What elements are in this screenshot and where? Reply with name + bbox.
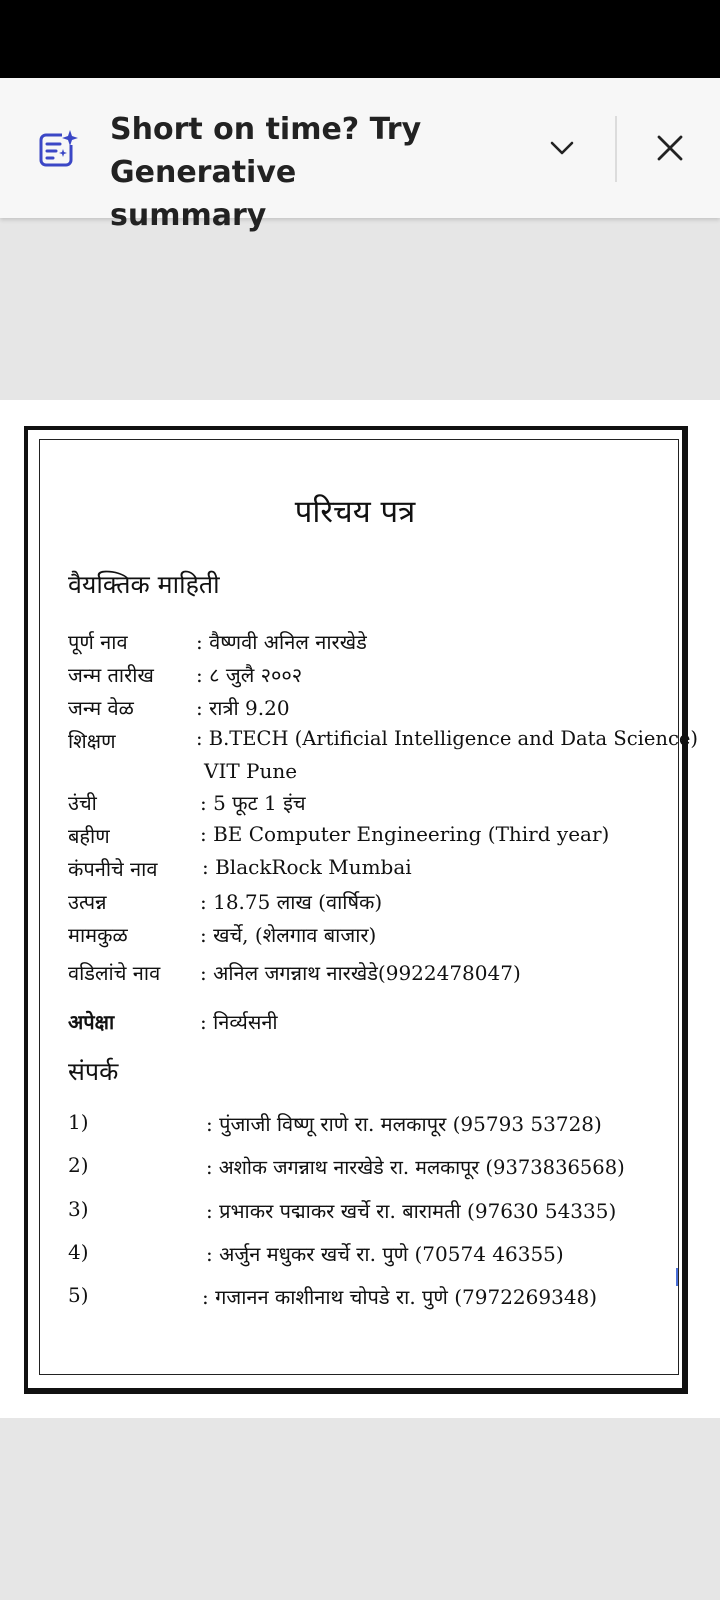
contact-number: 2) <box>68 1153 89 1177</box>
field-label: वडिलांचे नाव <box>68 961 161 985</box>
field-label: बहीण <box>68 824 110 848</box>
banner-line-2: Generative summary <box>110 155 297 233</box>
field-row <box>68 921 668 951</box>
field-row <box>68 694 668 724</box>
contact-number: 1) <box>68 1110 89 1134</box>
contact-value: : अशोक जगन्नाथ नारखेडे रा. मलकापूर (9373836568) <box>206 1156 625 1179</box>
field-value: : वैष्णवी अनिल नारखेडे <box>196 630 367 654</box>
section-personal-info: वैयक्तिक माहिती <box>68 570 220 599</box>
banner-text[interactable] <box>110 108 440 237</box>
status-bar <box>0 0 720 78</box>
field-row <box>68 628 668 658</box>
banner-divider <box>615 116 617 182</box>
generative-summary-banner[interactable] <box>0 78 720 233</box>
field-value: : 5 फूट 1 इंच <box>200 791 306 815</box>
contact-value: : प्रभाकर पद्माकर खर्चे रा. बारामती (97630 54335) <box>206 1199 617 1223</box>
field-label: मामकुळ <box>68 923 128 947</box>
generative-summary-icon[interactable] <box>38 128 80 170</box>
contact-row <box>68 1283 668 1313</box>
field-label: जन्म तारीख <box>68 663 154 687</box>
field-row <box>68 959 668 989</box>
contact-value: : पुंजाजी विष्णू राणे रा. मलकापूर (95793 53728) <box>206 1112 602 1136</box>
section-contact: संपर्क <box>68 1057 119 1086</box>
contact-row <box>68 1110 668 1140</box>
field-label: पूर्ण नाव <box>68 630 128 654</box>
chevron-down-icon[interactable] <box>547 133 577 163</box>
field-row <box>68 1008 668 1038</box>
field-value: : BE Computer Engineering (Third year) <box>200 822 610 846</box>
text-cursor-mark <box>676 1268 678 1286</box>
field-label: अपेक्षा <box>68 1010 115 1034</box>
field-row <box>68 727 699 783</box>
field-value: : रात्री 9.20 <box>196 696 290 720</box>
contact-row <box>68 1153 668 1183</box>
field-value: : 18.75 लाख (वार्षिक) <box>200 890 383 914</box>
field-label: उत्पन्न <box>68 890 107 914</box>
field-label: कंपनीचे नाव <box>68 857 158 881</box>
field-value: : BlackRock Mumbai <box>202 855 412 879</box>
banner-line-1: Short on time? Try <box>110 112 422 147</box>
contact-row <box>68 1240 668 1270</box>
contact-row <box>68 1197 668 1227</box>
field-value: : खर्चे, (शेलगाव बाजार) <box>200 923 377 947</box>
field-row <box>68 789 668 819</box>
field-row <box>68 888 668 918</box>
contact-value: : अर्जुन मधुकर खर्चे रा. पुणे (70574 46355) <box>206 1242 564 1266</box>
close-icon[interactable] <box>652 130 688 166</box>
contact-number: 5) <box>68 1283 89 1307</box>
contact-number: 4) <box>68 1240 89 1264</box>
field-value: : अनिल जगन्नाथ नारखेडे(9922478047) <box>200 961 521 985</box>
field-row <box>68 855 668 885</box>
field-value-continued: VIT Pune <box>204 759 298 783</box>
contact-number: 3) <box>68 1197 89 1221</box>
field-label: शिक्षण <box>68 729 116 753</box>
field-value: : ८ जुलै २००२ <box>196 663 303 687</box>
field-row <box>68 822 668 852</box>
field-label: उंची <box>68 791 97 815</box>
document-title: परिचय पत्र <box>294 494 416 530</box>
field-value: : B.TECH (Artificial Intelligence and Data Science) <box>196 727 699 750</box>
field-label: जन्म वेळ <box>68 696 134 720</box>
field-value: : निर्व्यसनी <box>200 1010 278 1034</box>
field-row <box>68 661 668 691</box>
contact-value: : गजानन काशीनाथ चोपडे रा. पुणे (7972269348) <box>202 1285 598 1309</box>
